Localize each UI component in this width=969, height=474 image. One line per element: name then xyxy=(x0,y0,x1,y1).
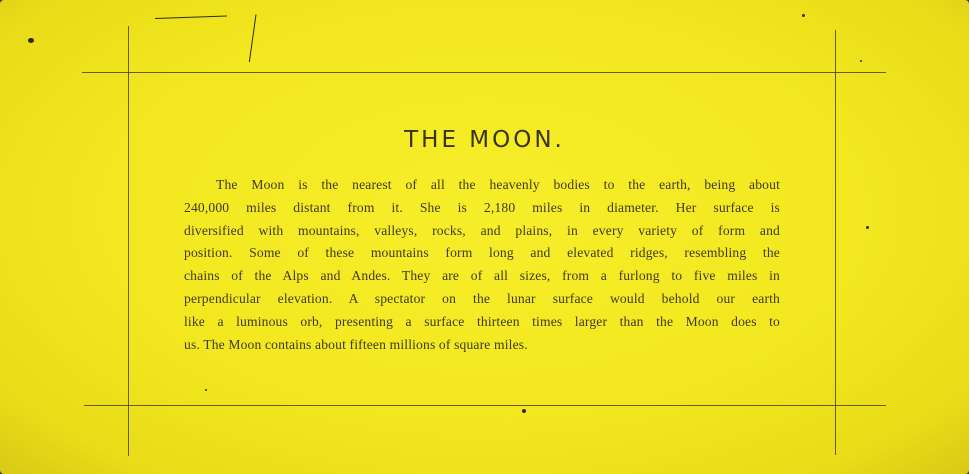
pencil-mark xyxy=(155,15,227,19)
paragraph-line: like a luminous orb, presenting a surface thirteen times larger than the Moon does to xyxy=(184,313,780,329)
bottom-border-line xyxy=(84,405,886,406)
paragraph-line: perpendicular elevation. A spectator on the lunar surface would behold our earth xyxy=(184,290,780,306)
pencil-mark xyxy=(249,14,257,62)
paragraph-line: diversified with mountains, valleys, rocks, and plains, in every variety of form and xyxy=(184,222,780,238)
speck xyxy=(522,409,526,413)
top-border-line xyxy=(82,72,886,73)
right-border-line xyxy=(835,30,836,455)
paragraph-line: chains of the Alps and Andes. They are of all sizes, from a furlong to five miles in xyxy=(184,268,780,284)
description-paragraph xyxy=(184,174,780,356)
paragraph-line: 240,000 miles distant from it. She is 2,180 miles in diameter. Her surface is xyxy=(184,199,780,215)
speck xyxy=(866,226,869,229)
speck xyxy=(860,60,862,62)
paragraph-line: The Moon is the nearest of all the heavenly bodies to the earth, being about xyxy=(216,177,780,192)
speck xyxy=(205,389,207,391)
left-border-line xyxy=(128,26,129,456)
paragraph-line: us. The Moon contains about fifteen millions of square miles. xyxy=(184,336,528,352)
speck xyxy=(28,38,34,43)
speck xyxy=(802,14,805,17)
card-title: THE MOON. xyxy=(404,127,565,153)
paragraph-line: position. Some of these mountains form long and elevated ridges, resembling the xyxy=(184,245,780,261)
